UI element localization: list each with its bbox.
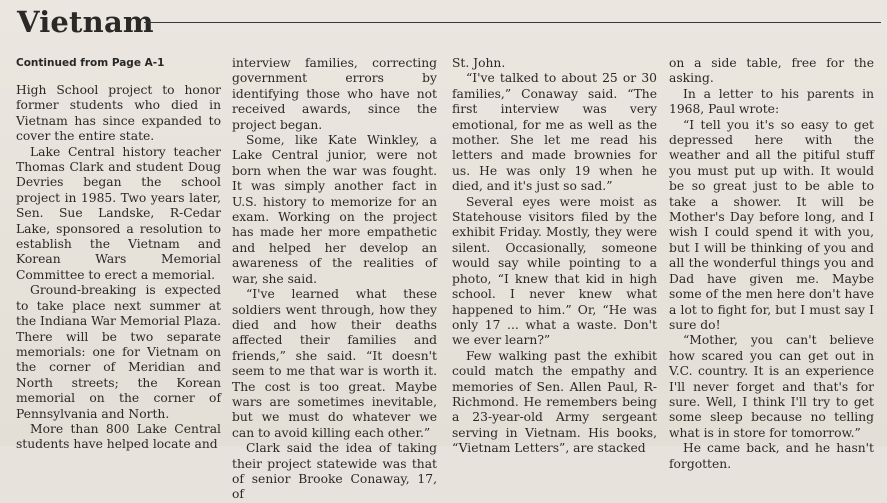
paragraph: “I've learned what these soldiers went through, how they died and how their deaths affected their families and friends,” she said. “It doesn't seem to me that war is worth it. The cost is too great. Maybe wars are sometimes inevitable, but we must do whatever we can to avoid killing each other.” xyxy=(232,287,437,440)
paragraph: “I tell you it's so easy to get depressed here with the weather and all the pitiful stuff you must put up with. It would be so great just to be able to take a shower. It will be Mother's Day before long, and I wish I could spend it with you, but I will be thinking of you and all the wonderful things you and Dad have given me. Maybe some of the men here don't have a lot to fight for, but I must say I sure do! xyxy=(669,117,874,332)
paragraph: Few walking past the exhibit could match the empathy and memories of Sen. Allen Paul, R-Richmond. He remembers being a 23-year-old Army sergeant serving in Vietnam. His books, “Vietnam Letters”, are stacked xyxy=(452,348,657,456)
paragraph: “I've talked to about 25 or 30 families,” Conaway said. “The first interview was very emotional, for me as well as the mother. She let me read his letters and made brownies for us. He was only 19 when he died, and it's just so sad.” xyxy=(452,71,657,194)
column-1 xyxy=(16,56,221,453)
paragraph: He came back, and he hasn't forgotten. xyxy=(669,441,874,471)
continuation-kicker: Continued from Page A-1 xyxy=(16,57,165,69)
headline-rule xyxy=(144,22,881,23)
article-headline: Vietnam xyxy=(17,5,154,39)
paragraph: In a letter to his parents in 1968, Paul wrote: xyxy=(669,86,874,117)
paragraph: interview families, correcting government errors by identifying those who have not received awards, since the project began. xyxy=(232,56,437,132)
paragraph: Some, like Kate Winkley, a Lake Central junior, were not born when the war was fought. It was simply another fact in U.S. history to memorize for an exam. Working on the project has made her more empathetic and helped her develop an awareness of the realities of war, she said. xyxy=(232,133,437,286)
paragraph: More than 800 Lake Central students have helped locate and xyxy=(16,421,221,452)
paragraph: Clark said the idea of taking their project statewide was that of senior Brooke Conaway, 17, of xyxy=(232,441,437,502)
paragraph: Several eyes were moist as Statehouse visitors filed by the exhibit Friday. Mostly, they were silent. Occasionally, someone would say while pointing to a photo, “I knew that kid in high school. I never knew what happened to him.” Or, “He was only 17 ... what a waste. Don't we ever learn?” xyxy=(452,194,657,348)
paragraph: on a side table, free for the asking. xyxy=(669,56,874,86)
column-2 xyxy=(232,56,437,503)
paragraph: Lake Central history teacher Thomas Clark and student Doug Devries began the school project in 1985. Two years later, Sen. Sue Landske, R-Cedar Lake, sponsored a resolution to establish the Vietnam and Korean Wars Memorial Committee to erect a memorial. xyxy=(16,144,221,282)
column-4 xyxy=(669,56,874,472)
paragraph: St. John. xyxy=(452,56,506,70)
paragraph: “Mother, you can't believe how scared you can get out in V.C. country. It is an experience I'll never forget and that's for sure. Well, I think I'll try to get some sleep because no telling what is in store for tomorrow.” xyxy=(669,333,874,440)
column-3 xyxy=(452,56,657,457)
paragraph: High School project to honor former students who died in Vietnam has since expanded to cover the entire state. xyxy=(16,83,221,144)
paragraph: Ground-breaking is expected to take place next summer at the Indiana War Memorial Plaza. There will be two separate memorials: one for Vietnam on the corner of Meridian and North streets; the Korean memorial on the corner of Pennsylvania and North. xyxy=(16,283,221,421)
